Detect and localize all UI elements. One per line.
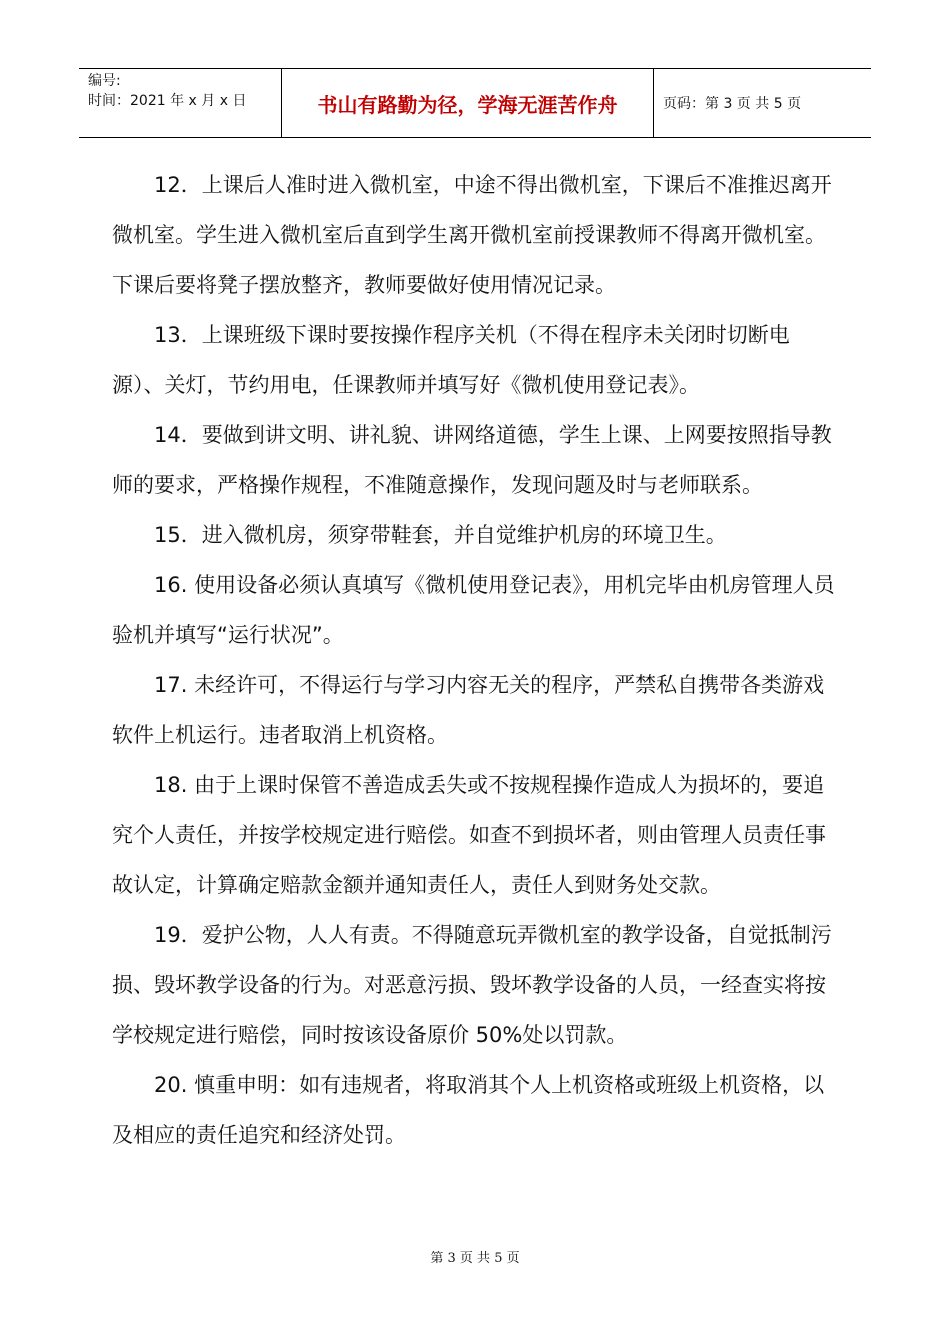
header-page-number: 页码：第 3 页 共 5 页 [663,96,802,112]
rule-paragraph-12: 12．上课后人准时进入微机室，中途不得出微机室，下课后不准推迟离开微机室。学生进入微机室后直到学生离开微机室前授课教师不得离开微机室。下课后要将凳子摆放整齐，教师要做好使用情况记录。 [112,173,832,297]
rule-paragraph-15: 15．进入微机房，须穿带鞋套，并自觉维护机房的环境卫生。 [154,523,727,547]
rule-paragraph-20: 20. 慎重申明：如有违规者，将取消其个人上机资格或班级上机资格，以及相应的责任追究和经济处罚。 [112,1073,825,1147]
document-number-label: 编号: [88,73,121,89]
rule-paragraph-17: 17. 未经许可，不得运行与学习内容无关的程序，严禁私自携带各类游戏软件上机运行。违者取消上机资格。 [112,673,825,747]
rule-paragraph-13: 13．上课班级下课时要按操作程序关机（不得在程序未关闭时切断电源）、关灯，节约用电，任课教师并填写好《微机使用登记表》。 [112,323,790,397]
document-date-label: 时间：2021 年 x 月 x 日 [88,93,247,109]
rule-paragraph-16: 16. 使用设备必须认真填写《微机使用登记表》，用机完毕由机房管理人员验机并填写“运行状况”。 [112,573,835,647]
rule-paragraph-19: 19．爱护公物，人人有责。不得随意玩弄微机室的教学设备，自觉抵制污损、毁坏教学设备的行为。对恶意污损、毁坏教学设备的人员，一经查实将按学校规定进行赔偿，同时按该设备原价 50%处以罚款。 [112,923,832,1047]
header-motto: 书山有路勤为径，学海无涯苦作舟 [282,69,654,137]
rule-paragraph-14: 14．要做到讲文明、讲礼貌、讲网络道德，学生上课、上网要按照指导教师的要求，严格操作规程，不准随意操作，发现问题及时与老师联系。 [112,423,832,497]
header-meta [79,69,282,137]
page-header [79,68,871,138]
page-footer: 第 3 页 共 5 页 [430,1251,520,1266]
document-body [112,160,840,1160]
rule-paragraph-18: 18. 由于上课时保管不善造成丢失或不按规程操作造成人为损坏的，要追究个人责任，并按学校规定进行赔偿。如查不到损坏者，则由管理人员责任事故认定，计算确定赔款金额并通知责任人，责任人到财务处交款。 [112,773,826,897]
